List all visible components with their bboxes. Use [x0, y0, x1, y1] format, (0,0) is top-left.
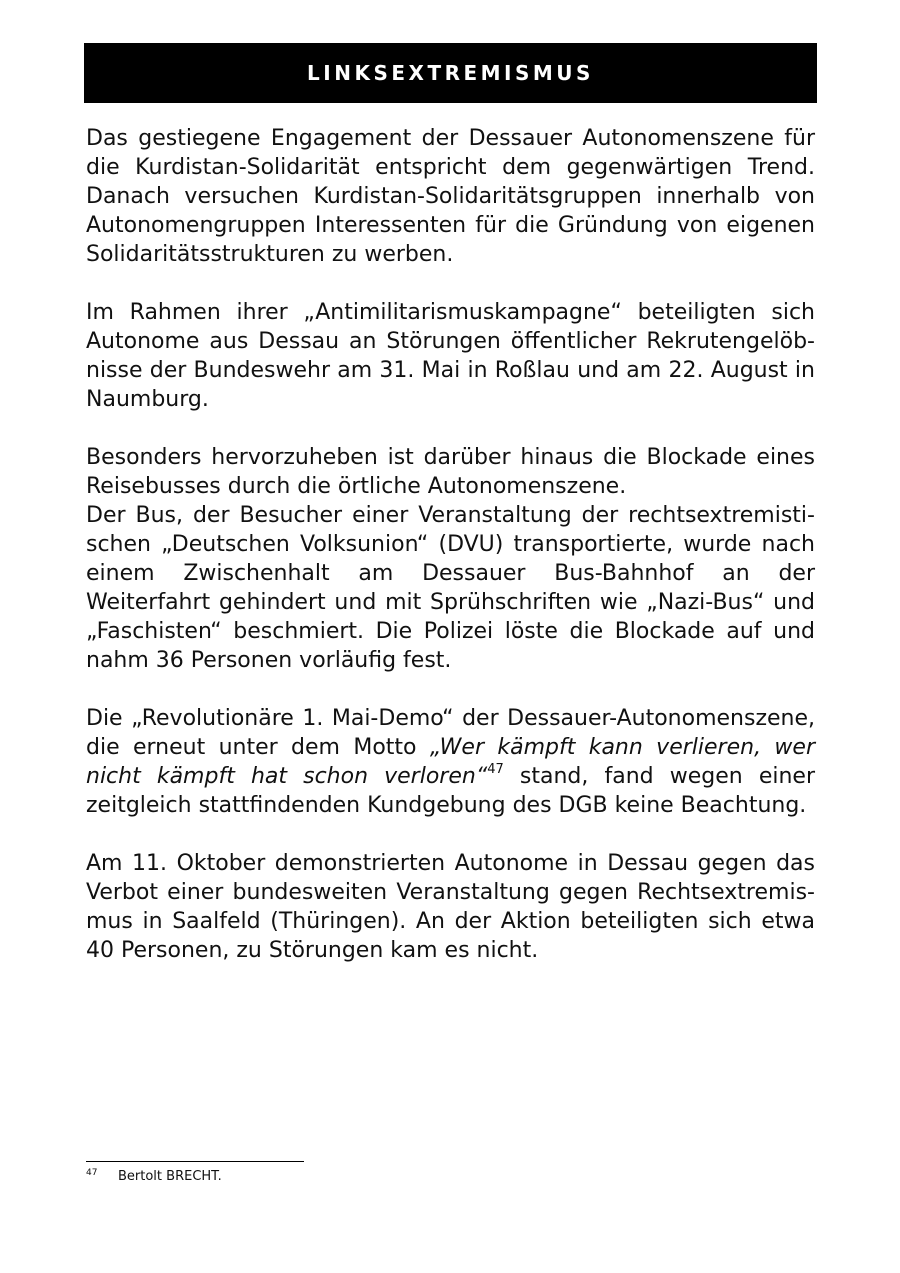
chapter-header-bar — [84, 43, 817, 103]
chapter-title: LINKSEXTREMISMUS — [307, 61, 594, 85]
footnote-number: 47 — [86, 1168, 98, 1178]
may-day-text-after: stand, fand wegen einer zeitgleich stattfindenden Kundgebung des DGB keine Beachtung. — [86, 764, 815, 818]
motto-quote: „Wer kämpft kann verlieren, wer nicht kämpft hat schon verloren“ — [86, 735, 815, 789]
footnote-divider — [86, 1161, 304, 1162]
paragraph-bus-blockade-details: Der Bus, der Besucher einer Veranstaltung der rechtsextremistischen „Deutschen Volksunion“ (DVU) transportierte, wurde nach einem Zwischenhalt am Dessauer Bus-Bahnhof an der Weiterfahrt gehindert und mit Sprühschriften wie „Nazi-Bus“ und „Faschisten“ beschmiert. Die Polizei löste die Blockade auf und nahm 36 Personen vorläufig fest. — [86, 503, 815, 673]
paragraph-kurdistan-solidarity: Das gestiegene Engagement der Dessauer Autonomenszene für die Kurdistan-Solidarität entspricht dem gegenwärtigen Trend. Danach versuchen Kurdistan-Solidaritätsgruppen innerhalb von Autonomengruppen Interessenten für die Gründung von eigenen Solidaritätsstrukturen zu werben. — [86, 126, 815, 267]
footnote-text: Bertolt BRECHT. — [118, 1169, 222, 1184]
paragraph-saalfeld-demo: Am 11. Oktober demonstrierten Autonome in Dessau gegen das Verbot einer bundesweiten Veranstaltung gegen Rechtsextremismus in Saalfeld (Thüringen). An der Aktion beteiligten sich etwa 40 Personen, zu Störungen kam es nicht. — [86, 851, 815, 963]
paragraph-bus-blockade-intro: Besonders hervorzuheben ist darüber hinaus die Blockade eines Reisebusses durch die örtliche Autonomenszene. — [86, 445, 815, 499]
footnote — [86, 1168, 222, 1186]
footnote-reference[interactable]: 47 — [487, 761, 504, 777]
may-day-text-before: Die „Revolutionäre 1. Mai-Demo“ der Dessauer-Autonomenszene, die erneut unter dem Motto — [86, 706, 815, 760]
body-text — [86, 124, 815, 994]
paragraph-may-day-demo — [86, 704, 815, 820]
paragraph-antimilitarism-campaign: Im Rahmen ihrer „Antimilitarismuskampagne“ beteiligten sich Autonome aus Dessau an Störungen öffentlicher Rekrutengelöbnisse der Bundeswehr am 31. Mai in Roßlau und am 22. August in Naumburg. — [86, 300, 815, 412]
